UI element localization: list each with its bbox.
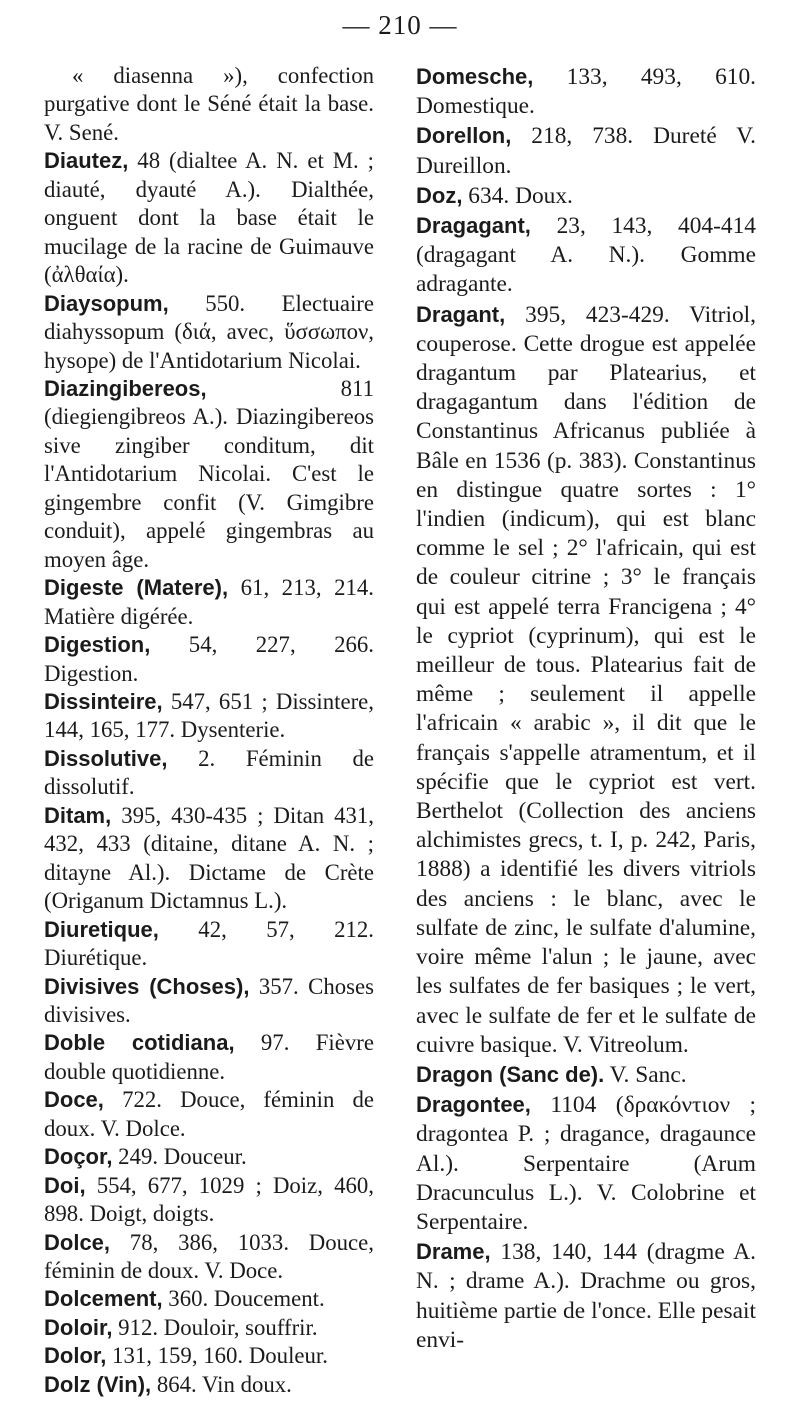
dictionary-entry [44, 147, 374, 289]
entry-definition: 2. Féminin de dissolutif. [44, 745, 374, 800]
entry-definition: 864. Vin doux. [151, 1371, 292, 1397]
entry-headword: Divisives (Choses), [44, 973, 250, 999]
entry-headword: Diuretique, [44, 916, 159, 942]
dictionary-entry [44, 574, 374, 631]
entry-definition: 61, 213, 214. Matière digérée. [44, 575, 374, 629]
entry-definition: 48 (dialtee A. N. et M. ; diauté, dyauté A.). Dialthée, onguent dont la base était le mucilage de la racine de Guimauve (ἀλθαία). [44, 148, 374, 288]
entry-definition: 97. Fièvre double quotidienne. [44, 1030, 374, 1084]
entry-headword: Doi, [44, 1172, 86, 1198]
dictionary-entry [44, 1086, 374, 1143]
dictionary-entry [416, 211, 756, 300]
entry-headword: Dragagant, [416, 213, 531, 239]
entry-headword: Diazingibereos, [44, 375, 207, 401]
entry-definition: 811 (diegiengibreos A.). Diazingibereos sive zingiber conditum, dit l'Antidotarium Nicolai. C'est le gingembre confit (V. Gimgibre conduit), appelé gingembras au moyen âge. [44, 375, 374, 572]
dictionary-entry [44, 375, 374, 574]
entry-headword: Domesche, [416, 64, 534, 89]
entry-headword: Doçor, [44, 1144, 113, 1170]
dictionary-entry [44, 290, 374, 375]
entry-definition: 249. Douceur. [112, 1144, 247, 1170]
entry-headword: Dragant, [416, 301, 506, 327]
entry-definition: 912. Douloir, souffrir. [112, 1314, 318, 1340]
entry-definition: 357. Choses divisives. [44, 973, 374, 1027]
dictionary-entry [44, 1314, 374, 1342]
entry-headword: Dolcement, [44, 1286, 163, 1312]
page-number-header: — 210 — [342, 10, 458, 40]
entry-definition: 42, 57, 212. Diurétique. [44, 916, 374, 971]
entry-definition: 218, 738. Dureté V. Dureillon. [416, 123, 756, 179]
dictionary-entry [44, 1342, 374, 1370]
dictionary-entry [416, 1237, 756, 1355]
entry-definition: 554, 677, 1029 ; Doiz, 460, 898. Doigt, doigts. [44, 1172, 374, 1227]
dictionary-entry [44, 802, 374, 916]
entry-headword: Dragontee, [416, 1092, 531, 1118]
dictionary-entry [44, 1371, 374, 1399]
entry-definition: 722. Douce, féminin de doux. V. Dolce. [44, 1087, 374, 1141]
entry-definition: 54, 227, 266. Digestion. [44, 632, 374, 686]
dictionary-entry [416, 181, 756, 211]
dictionary-entry [416, 62, 756, 121]
entry-headword: Diautez, [44, 148, 129, 174]
left-column [44, 62, 374, 1399]
entry-headword: Digestion, [44, 632, 151, 658]
dictionary-entry [44, 688, 374, 745]
entry-headword: Dissinteire, [44, 688, 163, 714]
entry-headword: Diaysopum, [44, 290, 169, 316]
dictionary-entry [44, 1143, 374, 1171]
right-column [416, 62, 756, 1355]
entry-headword: Dolz (Vin), [44, 1371, 152, 1397]
dictionary-entry [44, 62, 374, 147]
entry-headword: Ditam, [44, 802, 112, 828]
entry-definition: « diasenna »), confection purgative dont le Séné était la base. V. Sené. [44, 63, 374, 145]
entry-headword: Doce, [44, 1087, 104, 1113]
entry-headword: Doloir, [44, 1314, 113, 1340]
entry-definition: 634. Doux. [462, 182, 573, 209]
entry-definition: 550. Electuaire diahyssopum (διά, avec, ὕσσωπον, hysope) de l'Antidotarium Nicolai. [44, 290, 374, 373]
entry-headword: Doz, [416, 182, 463, 208]
dictionary-entry [416, 1090, 756, 1237]
dictionary-entry [44, 631, 374, 688]
dictionary-entry [44, 1029, 374, 1086]
dictionary-entry [416, 121, 756, 180]
dictionary-entry [44, 745, 374, 802]
entry-headword: Dolor, [44, 1343, 107, 1369]
entry-definition: 23, 143, 404-414 (dragagant A. N.). Gomme adragante. [416, 213, 756, 298]
dictionary-entry [44, 1285, 374, 1313]
entry-headword: Dorellon, [416, 123, 512, 149]
entry-headword: Drame, [416, 1239, 491, 1265]
dictionary-entry [44, 1172, 374, 1229]
entry-definition: 547, 651 ; Dissintere, 144, 165, 177. Dysenterie. [44, 688, 374, 743]
entry-definition: V. Sanc. [604, 1061, 687, 1088]
dictionary-entry [44, 1229, 374, 1286]
entry-definition: 131, 159, 160. Douleur. [106, 1343, 328, 1369]
entry-definition: 133, 493, 610. Domestique. [416, 64, 756, 120]
entry-headword: Dragon (Sanc de). [416, 1061, 605, 1087]
entry-headword: Doble cotidiana, [44, 1030, 235, 1056]
entry-definition: 360. Doucement. [162, 1286, 325, 1312]
entry-definition: 395, 423-429. Vitriol, couperose. Cette drogue est appelée dragantum par Platearius, et dragagantum dans l'édition de Constantinus Africanus publiée à Bâle en 1536 (p. 383). Constantinus en distingue quatre sortes : 1° l'indien (indicum), qui est blanc comme le sel ; 2° l'africain, qui est de couleur citrine ; 3° le français qui est appelé terra Francigena ; 4° le cypriot (cyprinum), qui est le meilleur de tous. Platearius fait de même ; seulement il appelle l'africain « arabic », il dit que le français s'appelle atramentum, et il spécifie que le cypriot est vert. Berthelot (Collection des anciens alchimistes grecs, t. I, p. 242, Paris, 1888) a identifié les divers vitriols des anciens : le blanc, avec le sulfate de zinc, le sulfate d'alumine, voire même l'alun ; le jaune, avec les sulfates de fer basiques ; le vert, avec le sulfate de fer et le sulfate de cuivre basique. V. Vitreolum. [416, 301, 756, 1058]
dictionary-entry [44, 973, 374, 1030]
entry-headword: Dolce, [44, 1229, 111, 1255]
dictionary-entry [416, 1060, 756, 1090]
entry-definition: 395, 430-435 ; Ditan 431, 432, 433 (ditaine, ditane A. N. ; ditayne Al.). Dictame de Crète (Origanum Dictamnus L.). [44, 802, 374, 914]
dictionary-entry [416, 300, 756, 1060]
entry-definition: 1104 (δρακόντιον ; dragontea P. ; dragance, dragaunce Al.). Serpentaire (Arum Dracunculus L.). V. Colobrine et Serpentaire. [416, 1092, 756, 1235]
entry-headword: Dissolutive, [44, 745, 168, 771]
dictionary-entry [44, 916, 374, 973]
entry-headword: Digeste (Matere), [44, 575, 229, 601]
entry-definition: 138, 140, 144 (dragme A. N. ; drame A.). Drachme ou gros, huitième partie de l'once. Elle pesait envi- [416, 1239, 756, 1353]
entry-definition: 78, 386, 1033. Douce, féminin de doux. V. Doce. [44, 1229, 374, 1284]
